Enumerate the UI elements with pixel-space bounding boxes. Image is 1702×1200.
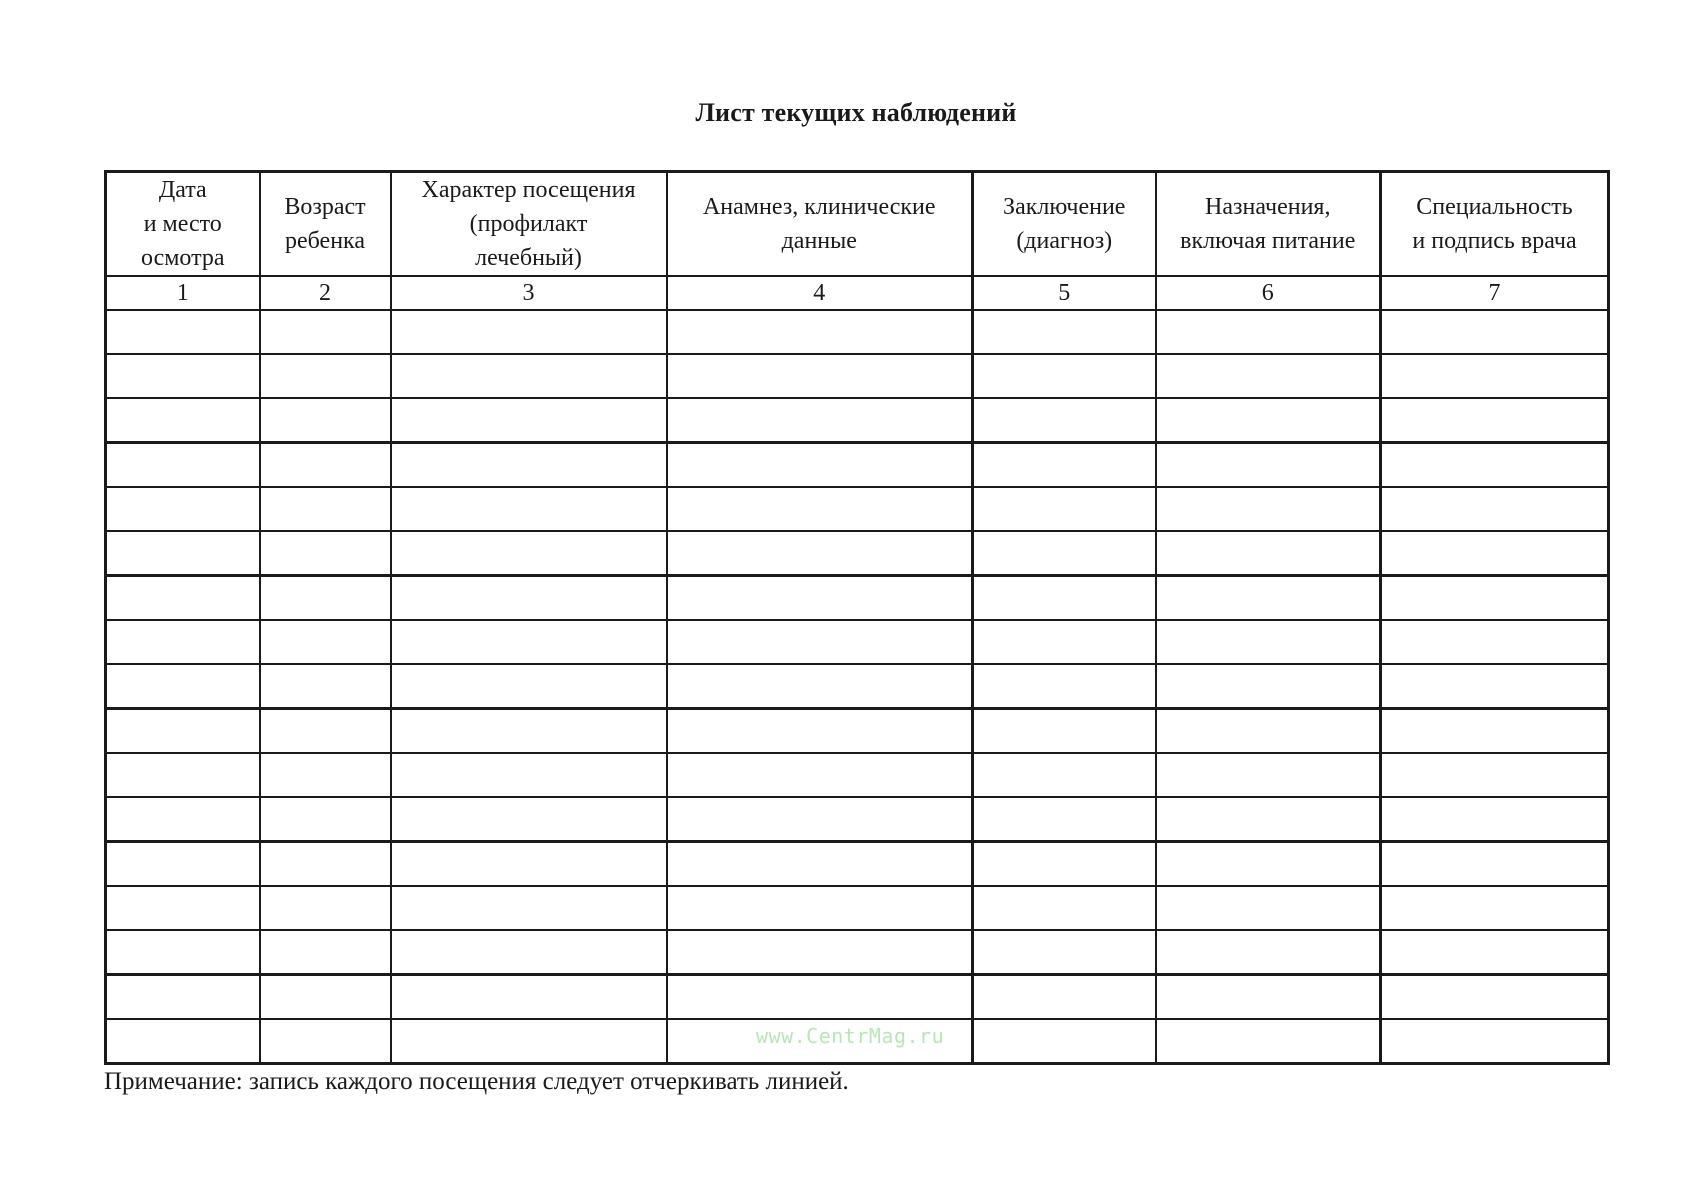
table-row — [106, 354, 1609, 398]
table-cell — [106, 709, 260, 754]
table-cell — [1156, 620, 1381, 664]
table-cell — [106, 487, 260, 531]
table-cell — [1156, 842, 1381, 887]
table-cell — [667, 310, 973, 354]
table-cell — [260, 753, 391, 797]
table-cell — [106, 1019, 260, 1064]
table-cell — [973, 842, 1156, 887]
table-cell — [106, 576, 260, 621]
table-cell — [973, 975, 1156, 1020]
table-cell — [106, 398, 260, 443]
table-cell — [1381, 709, 1609, 754]
table-cell — [391, 620, 667, 664]
table-cell — [260, 354, 391, 398]
table-cell — [1381, 930, 1609, 975]
table-cell — [667, 886, 973, 930]
table-cell — [1156, 886, 1381, 930]
table-cell — [260, 886, 391, 930]
table-cell — [391, 398, 667, 443]
table-cell — [973, 354, 1156, 398]
table-cell — [973, 443, 1156, 488]
table-cell — [667, 398, 973, 443]
table-cell — [106, 886, 260, 930]
observations-table — [104, 170, 1610, 1065]
table-cell — [973, 1019, 1156, 1064]
page-title: Лист текущих наблюдений — [695, 98, 1017, 127]
table-body — [106, 276, 1609, 1064]
table-cell — [260, 709, 391, 754]
table-cell — [667, 354, 973, 398]
table-row — [106, 398, 1609, 443]
table-row — [106, 797, 1609, 842]
table-cell — [106, 310, 260, 354]
table-cell — [391, 1019, 667, 1064]
column-number: 2 — [260, 276, 391, 310]
table-row — [106, 531, 1609, 576]
table-cell — [973, 930, 1156, 975]
table-row — [106, 620, 1609, 664]
table-cell — [106, 443, 260, 488]
table-cell — [391, 842, 667, 887]
table-cell — [260, 975, 391, 1020]
table-cell — [391, 886, 667, 930]
table-cell — [1381, 354, 1609, 398]
header-row — [106, 172, 1609, 277]
table-row — [106, 886, 1609, 930]
table-cell — [260, 930, 391, 975]
table-cell — [1156, 398, 1381, 443]
table-cell — [973, 886, 1156, 930]
table-cell — [667, 443, 973, 488]
table-cell — [1156, 753, 1381, 797]
table-cell — [667, 930, 973, 975]
table-cell — [260, 797, 391, 842]
header-anamnesis: Анамнез, клинические данные — [667, 172, 973, 277]
table-cell — [1381, 398, 1609, 443]
table-cell — [391, 576, 667, 621]
watermark: www.CentrMag.ru — [756, 1024, 945, 1048]
table-cell — [1381, 443, 1609, 488]
table-cell — [260, 664, 391, 709]
table-row — [106, 930, 1609, 975]
table-cell — [1156, 576, 1381, 621]
table-cell — [106, 531, 260, 576]
table-row — [106, 664, 1609, 709]
table-cell — [973, 487, 1156, 531]
table-cell — [1156, 354, 1381, 398]
table-cell — [667, 975, 973, 1020]
table-cell — [667, 531, 973, 576]
table-cell — [106, 842, 260, 887]
footnote: Примечание: запись каждого посещения следует отчеркивать линией. — [104, 1068, 849, 1095]
table-cell — [1156, 531, 1381, 576]
table-cell — [106, 753, 260, 797]
table-cell — [1381, 753, 1609, 797]
table-cell — [1156, 797, 1381, 842]
table-row — [106, 753, 1609, 797]
table-cell — [1381, 842, 1609, 887]
table-cell — [1156, 709, 1381, 754]
table-cell — [391, 709, 667, 754]
header-child-age: Возраст ребенка — [260, 172, 391, 277]
table-cell — [106, 354, 260, 398]
column-number-row — [106, 276, 1609, 310]
table-cell — [1381, 797, 1609, 842]
table-cell — [973, 620, 1156, 664]
table-cell — [391, 753, 667, 797]
table-cell — [973, 531, 1156, 576]
table-cell — [260, 398, 391, 443]
column-number: 7 — [1381, 276, 1609, 310]
table-cell — [1381, 1019, 1609, 1064]
header-date-place: Дата и место осмотра — [106, 172, 260, 277]
table-cell — [1381, 531, 1609, 576]
table-cell — [391, 443, 667, 488]
table-cell — [1156, 487, 1381, 531]
table-cell — [1381, 310, 1609, 354]
table-cell — [1381, 620, 1609, 664]
table-cell — [667, 709, 973, 754]
table-cell — [1156, 930, 1381, 975]
table-row — [106, 576, 1609, 621]
table-cell — [667, 576, 973, 621]
table-cell — [973, 753, 1156, 797]
table-cell — [260, 842, 391, 887]
table-cell — [260, 310, 391, 354]
column-number: 3 — [391, 276, 667, 310]
table-cell — [1381, 487, 1609, 531]
table-cell — [667, 753, 973, 797]
table-cell — [260, 1019, 391, 1064]
table-cell — [1156, 1019, 1381, 1064]
table-cell — [391, 664, 667, 709]
table-cell — [391, 975, 667, 1020]
table-cell — [667, 797, 973, 842]
table-row — [106, 709, 1609, 754]
table-cell — [973, 709, 1156, 754]
table-cell — [106, 620, 260, 664]
table-cell — [260, 443, 391, 488]
header-doctor-signature: Специальность и подпись врача — [1381, 172, 1609, 277]
table-cell — [391, 487, 667, 531]
header-visit-type: Характер посещения (профилакт лечебный) — [391, 172, 667, 277]
table-cell — [260, 576, 391, 621]
table-row — [106, 975, 1609, 1020]
column-number: 6 — [1156, 276, 1381, 310]
table-cell — [1156, 664, 1381, 709]
column-number: 5 — [973, 276, 1156, 310]
table-cell — [973, 664, 1156, 709]
table-cell — [391, 354, 667, 398]
table-cell — [106, 797, 260, 842]
table-cell — [1156, 975, 1381, 1020]
table-cell — [106, 930, 260, 975]
table-cell — [391, 531, 667, 576]
table-cell — [1156, 310, 1381, 354]
table-cell — [391, 310, 667, 354]
table-cell — [1156, 443, 1381, 488]
table-cell — [1381, 664, 1609, 709]
column-number: 1 — [106, 276, 260, 310]
table-cell — [1381, 576, 1609, 621]
table-cell — [260, 487, 391, 531]
table-cell — [106, 975, 260, 1020]
table-cell — [667, 664, 973, 709]
table-cell — [667, 842, 973, 887]
table-cell — [973, 797, 1156, 842]
table-cell — [973, 310, 1156, 354]
table-cell — [391, 797, 667, 842]
table-cell — [260, 531, 391, 576]
table-cell — [391, 930, 667, 975]
table-row — [106, 842, 1609, 887]
table-cell — [973, 398, 1156, 443]
table-cell — [1381, 975, 1609, 1020]
table-cell — [106, 664, 260, 709]
header-conclusion: Заключение (диагноз) — [973, 172, 1156, 277]
table-cell — [667, 620, 973, 664]
table-cell — [667, 487, 973, 531]
table-cell — [973, 576, 1156, 621]
table-cell — [1381, 886, 1609, 930]
column-number: 4 — [667, 276, 973, 310]
table-row — [106, 487, 1609, 531]
table-row — [106, 310, 1609, 354]
table-row — [106, 443, 1609, 488]
table-cell — [260, 620, 391, 664]
header-prescriptions: Назначения, включая питание — [1156, 172, 1381, 277]
